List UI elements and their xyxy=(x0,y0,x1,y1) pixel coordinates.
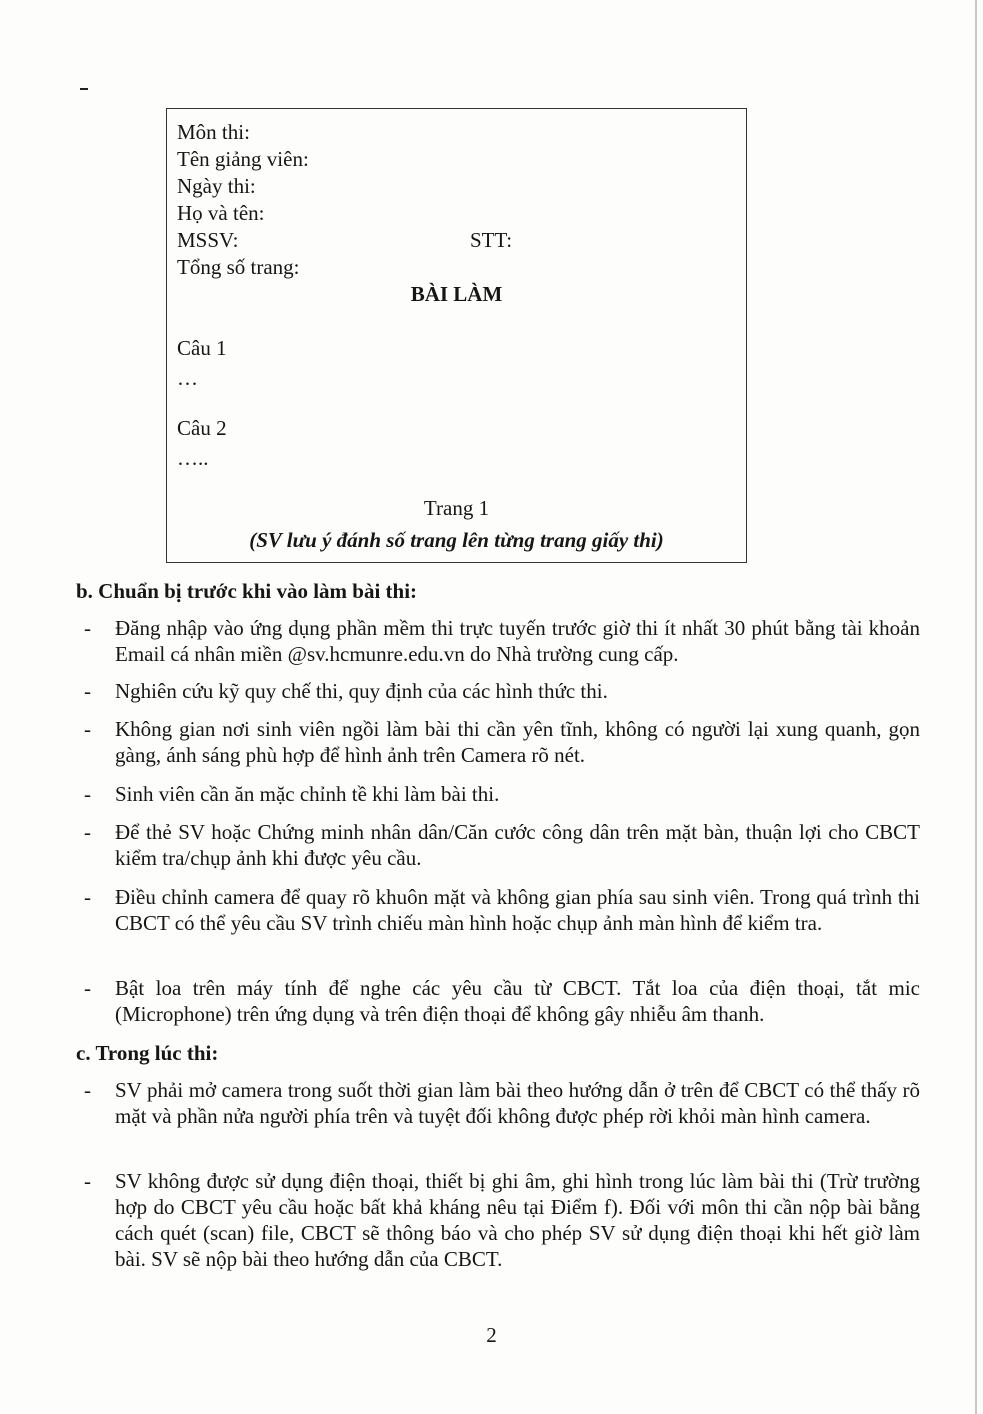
scan-edge-line xyxy=(975,0,977,1414)
question-2-label: Câu 2 xyxy=(177,416,227,440)
page-number-note: (SV lưu ý đánh số trang lên từng trang giấy thi) xyxy=(249,528,664,552)
list-item: - Sinh viên cần ăn mặc chỉnh tề khi làm bài thi. xyxy=(84,782,500,806)
bullet-dash: - xyxy=(84,679,91,703)
label-ho-ten: Họ và tên: xyxy=(177,201,265,225)
question-1-label: Câu 1 xyxy=(177,336,227,360)
label-mssv: MSSV: xyxy=(177,228,239,252)
list-item: - Điều chỉnh camera để quay rõ khuôn mặt và không gian phía sau sinh viên. Trong quá trình thi CBCT có thể yêu cầu SV trình chiếu màn hình hoặc chụp ảnh màn hình để kiểm tra. xyxy=(84,885,920,935)
list-item: - Đăng nhập vào ứng dụng phần mềm thi trực tuyến trước giờ thi ít nhất 30 phút bằng tài khoản Email cá nhân miền @sv.hcmunre.edu.vn do Nhà trường cung cấp. xyxy=(84,616,920,666)
label-ngay-thi: Ngày thi: xyxy=(177,174,256,198)
label-stt: STT: xyxy=(470,228,513,252)
label-mon-thi: Môn thi: xyxy=(177,120,250,144)
page-label: Trang 1 xyxy=(423,496,490,520)
answer-sheet-sample xyxy=(166,108,747,563)
answer-sheet-title: BÀI LÀM xyxy=(410,282,503,306)
label-giang-vien: Tên giảng viên: xyxy=(177,147,309,171)
bullet-dash: - xyxy=(84,820,91,844)
list-item: - SV không được sử dụng điện thoại, thiết bị ghi âm, ghi hình trong lúc làm bài thi (Trừ trường hợp do CBCT yêu cầu hoặc bất khả kháng nêu tại Điểm f). Đối với môn thi cần nộp bài bằng cách quét (scan) file, CBCT sẽ thông báo và cho phép SV sử dụng điện thoại khi hết giờ làm bài. SV sẽ nộp bài theo hướng dẫn của CBCT. xyxy=(84,1169,920,1271)
bullet-dash: - xyxy=(84,1078,91,1102)
bullet-dash: - xyxy=(84,782,91,806)
page-number: 2 xyxy=(486,1323,497,1347)
list-item: - Để thẻ SV hoặc Chứng minh nhân dân/Căn cước công dân trên mặt bàn, thuận lợi cho CBCT kiểm tra/chụp ảnh khi được yêu cầu. xyxy=(84,820,920,870)
section-c-heading: c. Trong lúc thi: xyxy=(76,1041,219,1065)
question-2-ellipsis: ….. xyxy=(177,446,209,470)
list-item: - Không gian nơi sinh viên ngồi làm bài thi cần yên tĩnh, không có người lại xung quanh, gọn gàng, ánh sáng phù hợp để hình ảnh trên Camera rõ nét. xyxy=(84,717,920,767)
label-tong-so-trang: Tổng số trang: xyxy=(177,255,300,279)
bullet-dash: - xyxy=(84,1169,91,1193)
list-item: - SV phải mở camera trong suốt thời gian làm bài theo hướng dẫn ở trên để CBCT có thể thấy rõ mặt và phần nửa người phía trên và tuyệt đối không được phép rời khỏi màn hình camera. xyxy=(84,1078,920,1128)
top-dash-mark xyxy=(80,88,88,90)
section-b-heading: b. Chuẩn bị trước khi vào làm bài thi: xyxy=(76,579,418,603)
bullet-dash: - xyxy=(84,976,91,1000)
bullet-dash: - xyxy=(84,885,91,909)
list-item: - Nghiên cứu kỹ quy chế thi, quy định của các hình thức thi. xyxy=(84,679,608,703)
bullet-dash: - xyxy=(84,717,91,741)
list-item: - Bật loa trên máy tính để nghe các yêu cầu từ CBCT. Tắt loa của điện thoại, tắt mic (Microphone) trên ứng dụng và trên điện thoại để không gây nhiễu âm thanh. xyxy=(84,976,920,1026)
question-1-ellipsis: … xyxy=(177,366,198,390)
bullet-dash: - xyxy=(84,616,91,640)
